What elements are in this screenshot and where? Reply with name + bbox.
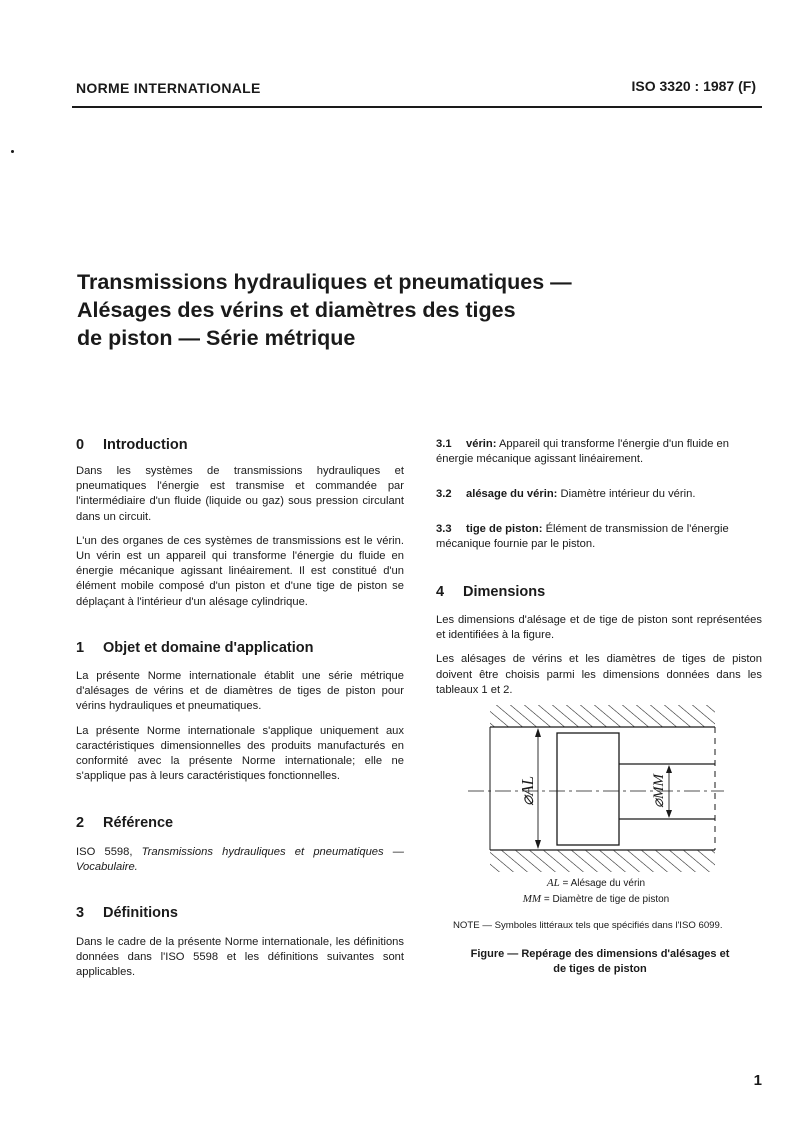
paragraph: Les dimensions d'alésage et de tige de piston sont représentées et identifiées à la figure. — [436, 614, 762, 642]
section-title: Dimensions — [463, 584, 546, 600]
cylinder-wall-top — [490, 705, 715, 727]
paragraph: L'un des organes de ces systèmes de transmissions est le vérin. Un vérin est un appareil qui transforme l'énergie du fluide en énergie mécanique agissant linéairement. Il est constitué d'un élément mobile composé d'un piston et d'une tige de piston se déplaçant à l'intérieur d'un alésage cylindrique. — [76, 534, 404, 608]
section-2-heading — [76, 815, 173, 831]
section-0-heading — [76, 437, 188, 453]
header-left: NORME INTERNATIONALE — [76, 80, 261, 96]
mm-label: ⌀MM — [651, 773, 667, 809]
definition-number: 3.1 — [436, 438, 452, 450]
definition-3-1 — [436, 437, 762, 467]
definition-text: Diamètre intérieur du vérin. — [560, 488, 696, 500]
definition-number: 3.3 — [436, 523, 452, 535]
page-number: 1 — [753, 1072, 762, 1089]
definition-text: Appareil qui transforme l'énergie d'un fluide en énergie mécanique agissant linéairement. — [436, 438, 729, 466]
definition-text: Élément de transmission de l'énergie mécanique fournie par le piston. — [436, 523, 729, 551]
section-1-heading — [76, 640, 314, 656]
section-number: 4 — [436, 584, 445, 600]
cylinder-dimension-figure — [462, 700, 727, 878]
definition-term: tige de piston: — [466, 523, 543, 535]
definition-term: vérin: — [466, 438, 497, 450]
figure-caption-line-1: Figure — Repérage des dimensions d'alésages et — [470, 948, 730, 960]
paragraph: La présente Norme internationale s'applique uniquement aux caractéristiques dimensionnelles des produits manufacturés en conformité avec la présente Norme internationale; elle ne s'applique pas à leurs caractéristiques fonctionnelles. — [76, 724, 404, 783]
legend-text: = Diamètre de tige de piston — [543, 894, 670, 905]
figure-note: NOTE — Symboles littéraux tels que spécifiés dans l'ISO 6099. — [453, 920, 723, 931]
figure-caption-line-2: de tiges de piston — [553, 963, 647, 975]
section-4-body — [436, 613, 762, 698]
cylinder-wall-bottom — [490, 850, 715, 872]
mm-arrowhead-top — [666, 765, 672, 773]
al-arrowhead-bottom — [535, 840, 541, 849]
section-title: Introduction — [103, 437, 188, 453]
section-title: Définitions — [103, 905, 178, 921]
definition-term: alésage du vérin: — [466, 488, 558, 500]
section-number: 2 — [76, 815, 85, 831]
mm-arrowhead-bottom — [666, 810, 672, 818]
title-line-3: de piston — Série métrique — [77, 326, 356, 350]
section-number: 3 — [76, 905, 85, 921]
piston — [557, 733, 619, 845]
section-2-body — [76, 845, 404, 875]
section-1-body — [76, 669, 404, 784]
title-line-1: Transmissions hydrauliques et pneumatiques — — [77, 270, 572, 294]
section-3-body — [76, 935, 404, 981]
header-rule — [72, 106, 762, 108]
legend-text: = Alésage du vérin — [562, 878, 646, 889]
paragraph: Les alésages de vérins et les diamètres de tiges de piston doivent être choisis parmi les dimensions données dans les tableaux 1 et 2. — [436, 653, 762, 696]
definition-3-3 — [436, 522, 762, 552]
legend-symbol: AL — [546, 877, 560, 889]
header-document-number: ISO 3320 : 1987 (F) — [631, 78, 756, 94]
al-arrowhead-top — [535, 728, 541, 737]
definition-3-2 — [436, 487, 762, 502]
al-label: ⌀AL — [518, 775, 537, 807]
reference-code: ISO 5598, — [76, 846, 133, 858]
reference-citation — [76, 845, 404, 875]
section-0-body — [76, 464, 404, 610]
legend-al — [446, 877, 746, 889]
definition-number: 3.2 — [436, 488, 452, 500]
margin-dot — [11, 150, 14, 153]
section-number: 1 — [76, 640, 85, 656]
section-number: 0 — [76, 437, 85, 453]
paragraph: La présente Norme internationale établit une série métrique d'alésages de vérins et de diamètres de tiges de piston pour vérins hydrauliques et pneumatiques. — [76, 670, 404, 713]
legend-mm — [446, 893, 746, 905]
section-title: Référence — [103, 815, 174, 831]
paragraph: Dans le cadre de la présente Norme internationale, les définitions données dans l'ISO 5598 et les définitions suivantes sont applicables. — [76, 936, 404, 979]
document-title — [77, 268, 677, 352]
reference-title: Transmissions hydrauliques et pneumatiques — Vocabulaire. — [76, 846, 404, 874]
section-title: Objet et domaine d'application — [103, 640, 314, 656]
title-line-2: Alésages des vérins et diamètres des tiges — [77, 298, 516, 322]
section-3-heading — [76, 905, 178, 921]
legend-symbol: MM — [522, 893, 542, 905]
section-4-heading — [436, 584, 545, 600]
figure-caption — [440, 947, 760, 977]
paragraph: Dans les systèmes de transmissions hydrauliques et pneumatiques l'énergie est transmise et commandée par l'intermédiaire d'un fluide (liquide ou gaz) sous pression circulant dans un circuit. — [76, 465, 404, 523]
